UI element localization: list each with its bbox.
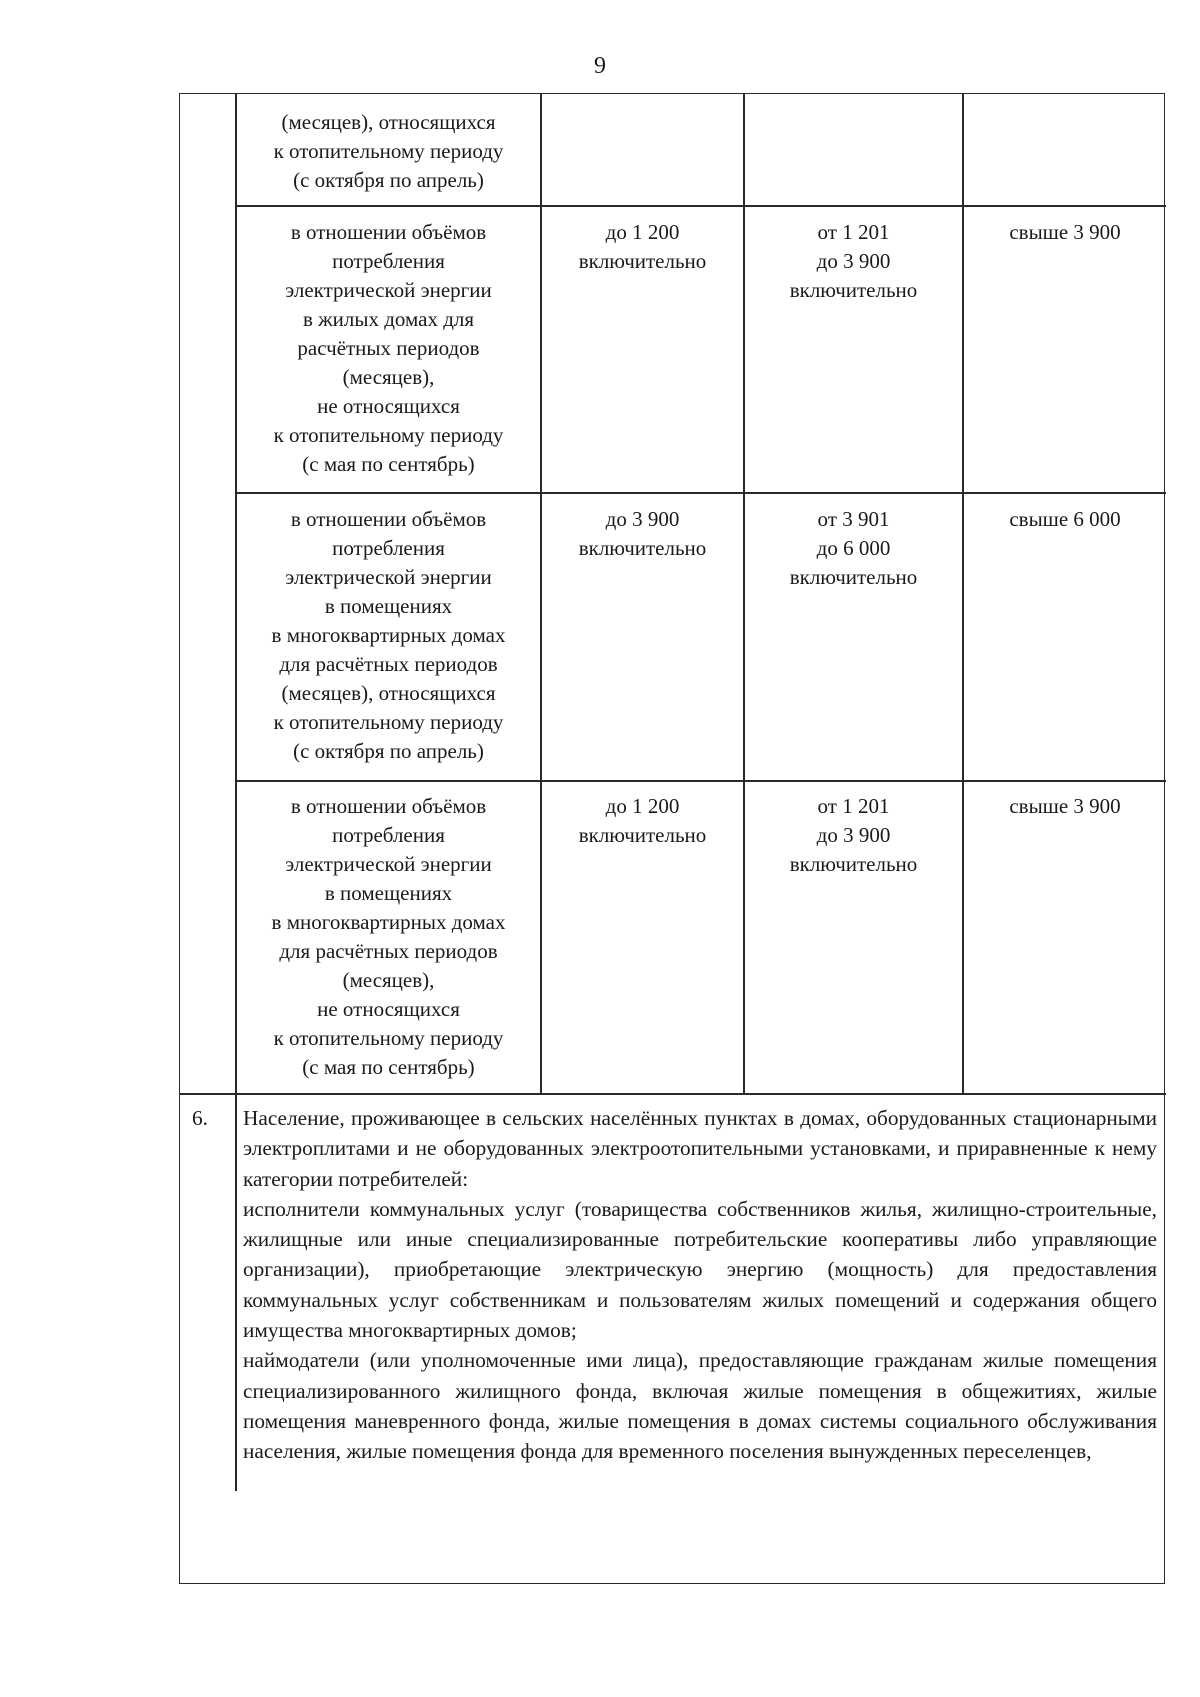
threshold-low: до 1 200 включительно — [578, 220, 707, 273]
threshold-high: свыше 3 900 — [1009, 794, 1121, 818]
row-divider — [180, 1093, 1166, 1095]
threshold-mid: от 3 901 до 6 000 включительно — [789, 507, 918, 589]
threshold-high: свыше 6 000 — [1009, 507, 1121, 531]
section-paragraph: наймодатели (или уполномоченные ими лица), предоставляющие гражданам жилые помещения специализированного жилищного фонда, включая жилые помещения в общежитиях, жилые помещения маневренного фонда, жилые помещения в домах системы социального обслуживания населения, жилые помещения фонда для временного поселения вынужденных переселенцев, — [243, 1348, 1157, 1464]
section-text — [243, 1103, 1157, 1467]
page-number: 9 — [594, 53, 606, 79]
row-description: в отношении объёмов потребления электрической энергии в жилых домах для расчётных периодов (месяцев), не относящихся к отопительному периоду (с мая по сентябрь) — [273, 220, 504, 476]
row-divider — [235, 780, 1166, 782]
threshold-mid: от 1 201 до 3 900 включительно — [789, 794, 918, 876]
row-divider — [235, 492, 1166, 494]
section-paragraph: исполнители коммунальных услуг (товарищества собственников жилья, жилищно-строительные, жилищные или иные специализированные потребительские кооперативы либо управляющие организации), приобретающие электрическую энергию (мощность) для предоставления коммунальных услуг собственникам и пользователям жилых помещений и содержания общего имущества многоквартирных домов; — [243, 1196, 1157, 1343]
section-paragraph: Население, проживающее в сельских населённых пунктах в домах, оборудованных стационарными электроплитами и не оборудованных электроотопительными установками, и приравненные к нему категории потребителей: — [243, 1106, 1157, 1191]
row-description: в отношении объёмов потребления электрической энергии в помещениях в многоквартирных домах для расчётных периодов (месяцев), относящихся к отопительному периоду (с октября по апрель) — [271, 507, 506, 763]
section-number: 6. — [192, 1106, 208, 1130]
row-divider — [235, 205, 1166, 207]
threshold-high: свыше 3 900 — [1009, 220, 1121, 244]
threshold-mid: от 1 201 до 3 900 включительно — [789, 220, 918, 302]
threshold-low: до 1 200 включительно — [578, 794, 707, 847]
tariff-table — [179, 93, 1165, 1584]
threshold-low: до 3 900 включительно — [578, 507, 707, 560]
row-description: (месяцев), относящихся к отопительному периоду (с октября по апрель) — [273, 110, 504, 192]
row-description: в отношении объёмов потребления электрической энергии в помещениях в многоквартирных домах для расчётных периодов (месяцев), не относящихся к отопительному периоду (с мая по сентябрь) — [271, 794, 506, 1079]
